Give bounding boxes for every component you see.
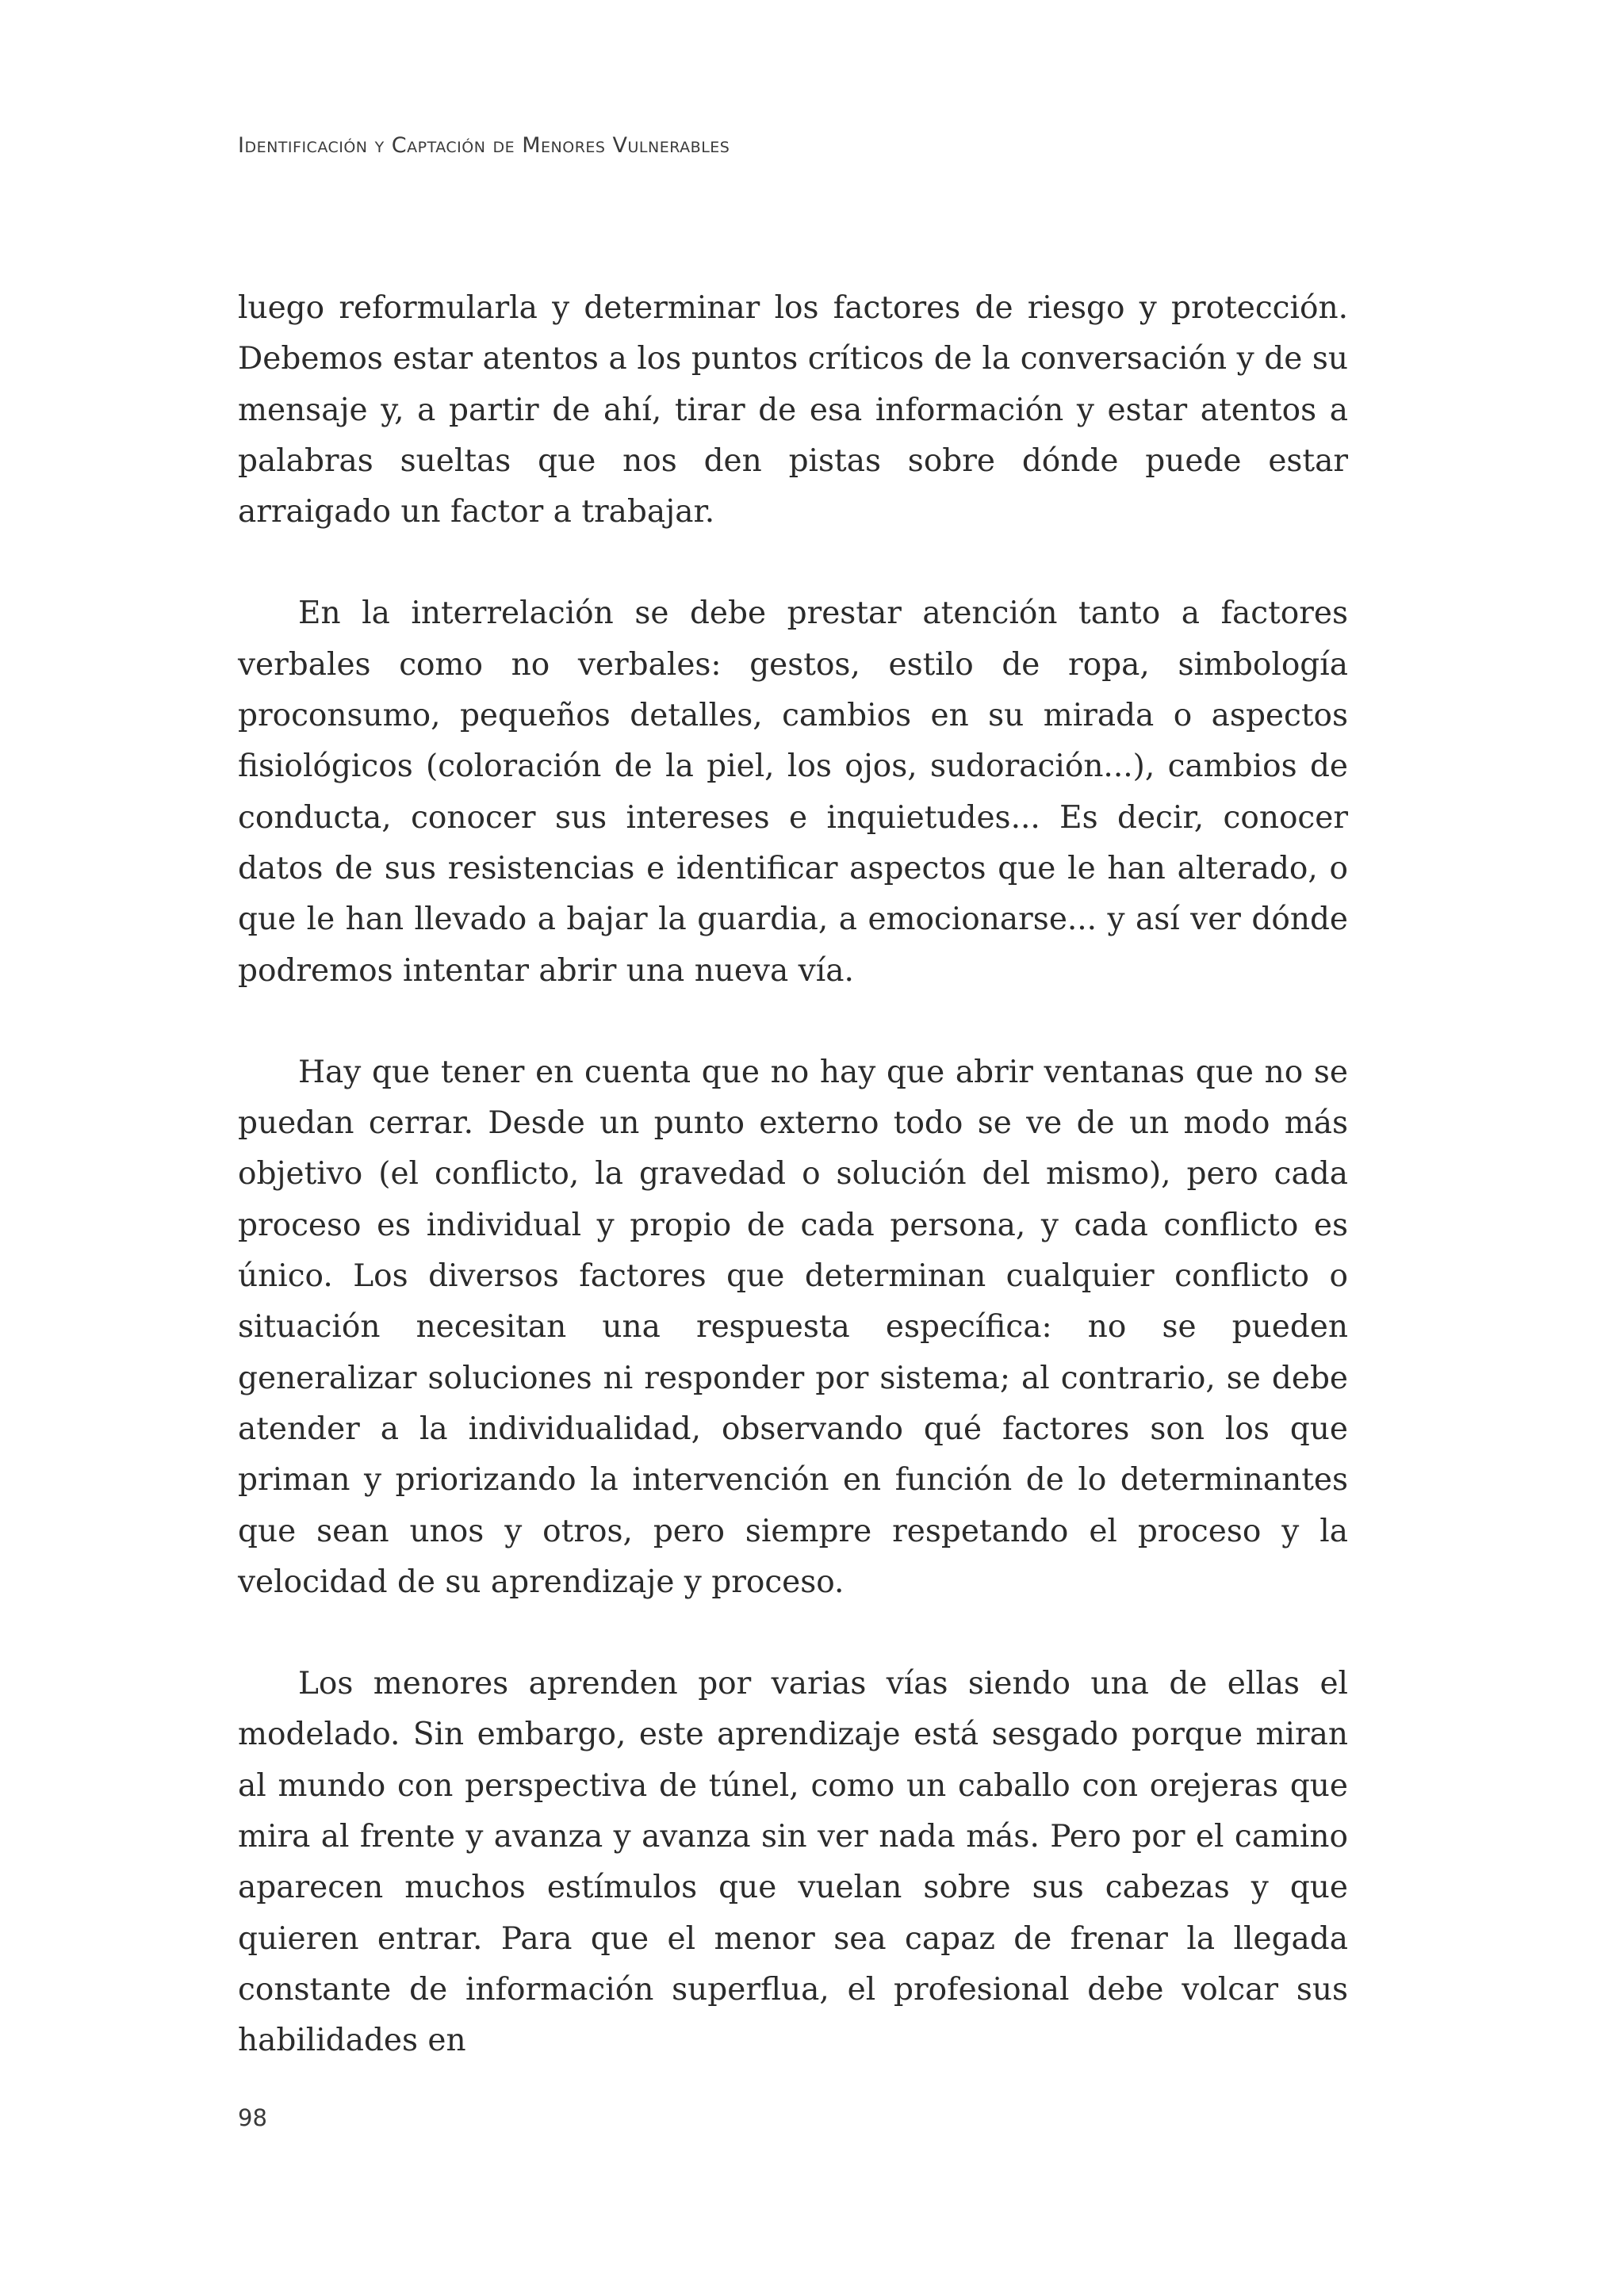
paragraph: Los menores aprenden por varias vías siendo una de ellas el modelado. Sin embargo, este aprendizaje está sesgado porque miran al mundo con perspectiva de túnel, como un caballo con orejeras que mira al frente y avanza y avanza sin ver nada más. Pero por el camino aparecen muchos estímulos que vuelan sobre sus cabezas y que quieren entrar. Para que el menor sea capaz de frenar la llegada constante de información superflua, el profesional debe volcar sus habilidades en	[238, 1666, 1348, 2059]
page-number: 98	[238, 2104, 267, 2131]
paragraph: Hay que tener en cuenta que no hay que abrir ventanas que no se puedan cerrar. Desde un punto externo todo se ve de un modo más objetivo (el conflicto, la gravedad o solución del mismo), pero cada proceso es individual y propio de cada persona, y cada conflicto es único. Los diversos factores que determinan cualquier conflicto o situación necesitan una respuesta específica: no se pueden generalizar soluciones ni responder por sistema; al contrario, se debe atender a la individualidad, observando qué factores son los que priman y priorizando la intervención en función de lo determinantes que sean unos y otros, pero siempre respetando el proceso y la velocidad de su aprendizaje y proceso.	[238, 1054, 1348, 1600]
paragraph-continuation: luego reformularla y determinar los factores de riesgo y protección. Debemos estar atentos a los puntos críticos de la conversación y de su mensaje y, a partir de ahí, tirar de esa información y estar atentos a palabras sueltas que nos den pistas sobre dónde puede estar arraigado un factor a trabajar.	[238, 290, 1348, 530]
running-header: Identificación y Captación de Menores Vulnerables	[238, 133, 730, 158]
paragraph: En la interrelación se debe prestar atención tanto a factores verbales como no verbales: gestos, estilo de ropa, simbología proconsumo, pequeños detalles, cambios en su mirada o aspectos fisiológicos (coloración de la piel, los ojos, sudoración...), cambios de conducta, conocer sus intereses e inquietudes... Es decir, conocer datos de sus resistencias e identificar aspectos que le han alterado, o que le han llevado a bajar la guardia, a emocionarse... y así ver dónde podremos intentar abrir una nueva vía.	[238, 595, 1348, 989]
body-text	[238, 283, 1348, 2118]
